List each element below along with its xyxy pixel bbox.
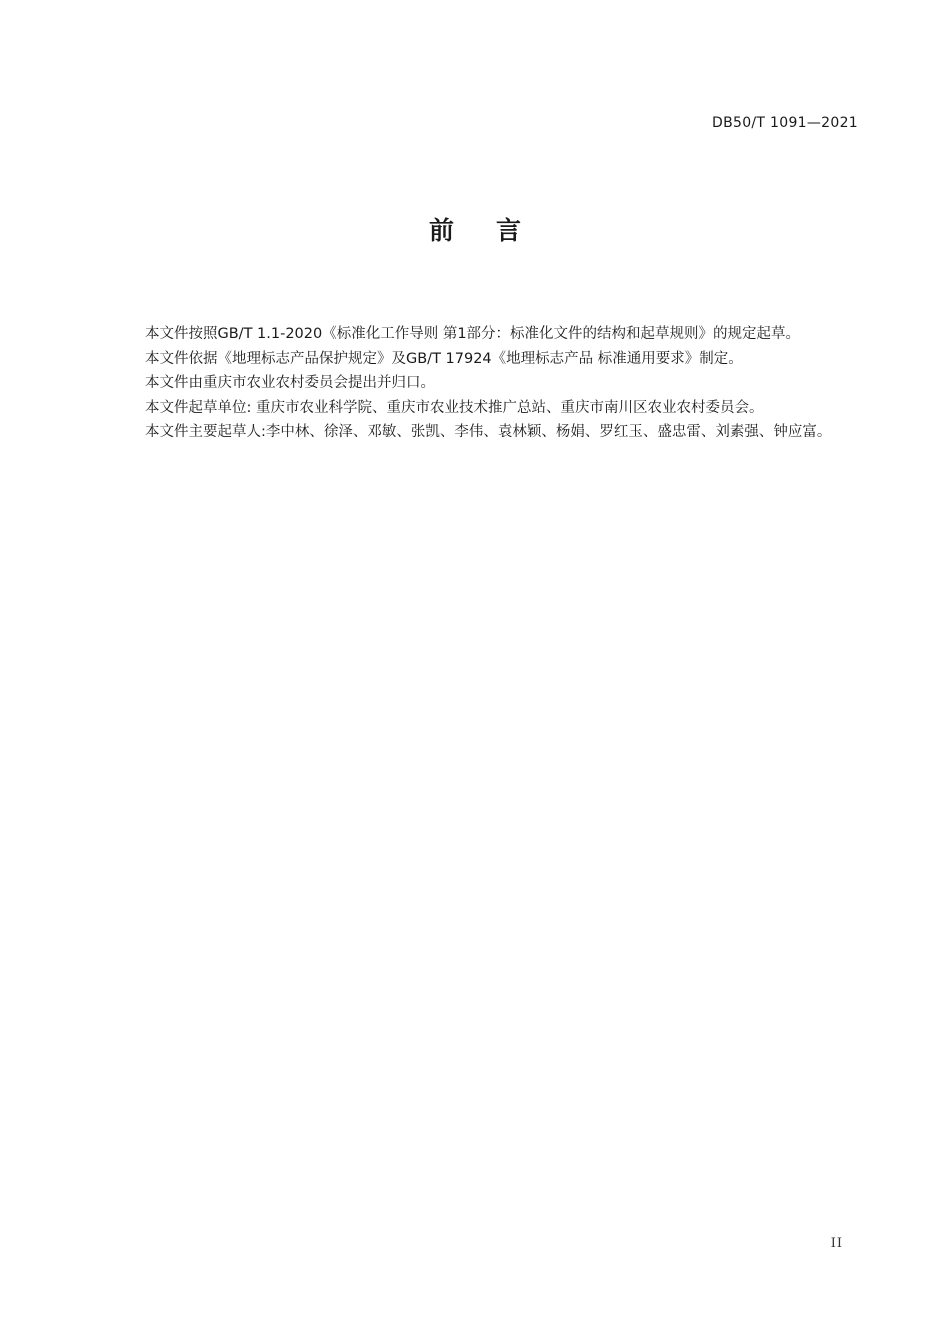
- paragraph-basis: 本文件依据《地理标志产品保护规定》及GB/T 17924《地理标志产品 标准通用要求》制定。: [145, 350, 743, 367]
- foreword-body: [115, 322, 861, 445]
- paragraph-drafting-units: 本文件起草单位: 重庆市农业科学院、重庆市农业技术推广总站、重庆市南川区农业农村委员会。: [145, 399, 764, 416]
- document-code: DB50/T 1091—2021: [712, 115, 858, 131]
- paragraph-proposer: 本文件由重庆市农业农村委员会提出并归口。: [145, 375, 435, 391]
- paragraph-drafting-rules: 本文件按照GB/T 1.1-2020《标准化工作导则 第1部分：标准化文件的结构和起草规则》的规定起草。: [145, 326, 801, 342]
- page-number: II: [830, 1236, 843, 1251]
- page-title: 前言: [428, 216, 563, 245]
- paragraph-drafters: 本文件主要起草人:李中林、徐泽、邓敏、张凯、李伟、袁林颖、杨娟、罗红玉、盛忠雷、刘素强、钟应富。: [145, 424, 832, 440]
